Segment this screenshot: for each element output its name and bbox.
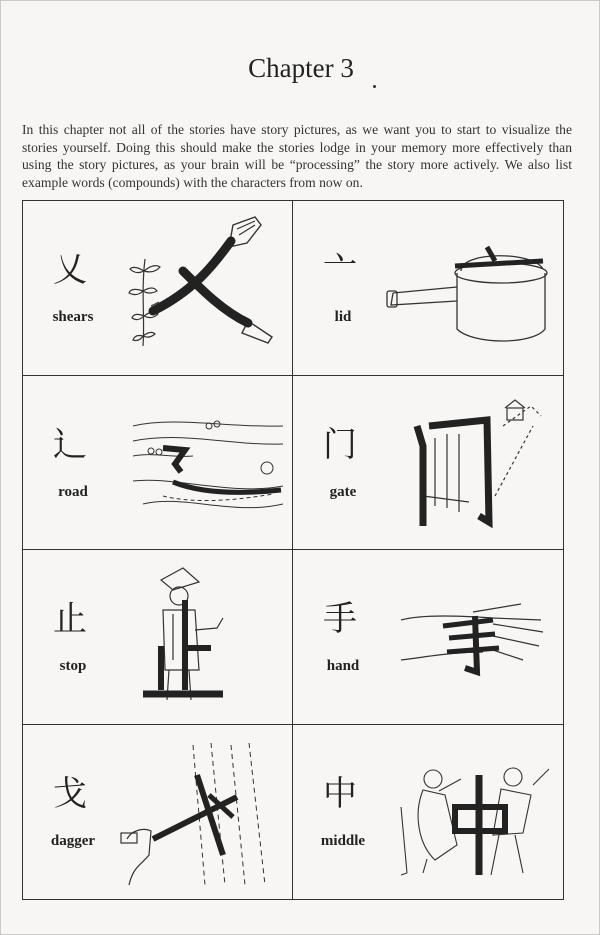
card-label: gate	[329, 483, 357, 500]
character: 手	[323, 599, 357, 639]
shears-illustration	[113, 211, 283, 366]
card-dagger	[23, 725, 293, 900]
lid-illustration	[383, 211, 553, 366]
intro-paragraph: In this chapter not all of the stories have story pictures, as we want you to start to visualize the stories yourself. Doing this should make the stories lodge in your memory more effectively than using the story pictures, as your brain will be “processing” the story more actively. We also list example words (compounds) with the characters from now on.	[22, 122, 572, 190]
card-stop	[23, 550, 293, 725]
card-lid	[293, 201, 563, 376]
character: 戈	[53, 773, 87, 814]
character: 止	[53, 599, 87, 639]
character-grid	[22, 200, 564, 900]
card-hand	[293, 550, 563, 725]
stray-dot	[373, 85, 376, 88]
stop-illustration	[113, 560, 283, 715]
hand-illustration	[383, 560, 553, 715]
gate-illustration	[383, 386, 553, 541]
character: 门	[323, 424, 357, 465]
card-label: hand	[326, 658, 360, 674]
card-road	[23, 376, 293, 551]
character: 辶	[53, 424, 87, 465]
middle-illustration	[383, 735, 553, 890]
card-label: shears	[52, 309, 94, 325]
card-label: road	[58, 483, 88, 500]
chapter-title: Chapter 3	[248, 53, 354, 83]
character: 中	[323, 773, 357, 814]
card-label: middle	[320, 832, 366, 849]
card-label: lid	[334, 309, 352, 325]
dagger-illustration	[113, 735, 283, 890]
card-label: dagger	[50, 832, 96, 849]
card-shears	[23, 201, 293, 376]
card-label: stop	[59, 658, 87, 674]
card-gate	[293, 376, 563, 551]
road-illustration	[113, 386, 283, 541]
character: 亠	[323, 250, 357, 290]
character: 乂	[53, 250, 87, 290]
card-middle	[293, 725, 563, 900]
